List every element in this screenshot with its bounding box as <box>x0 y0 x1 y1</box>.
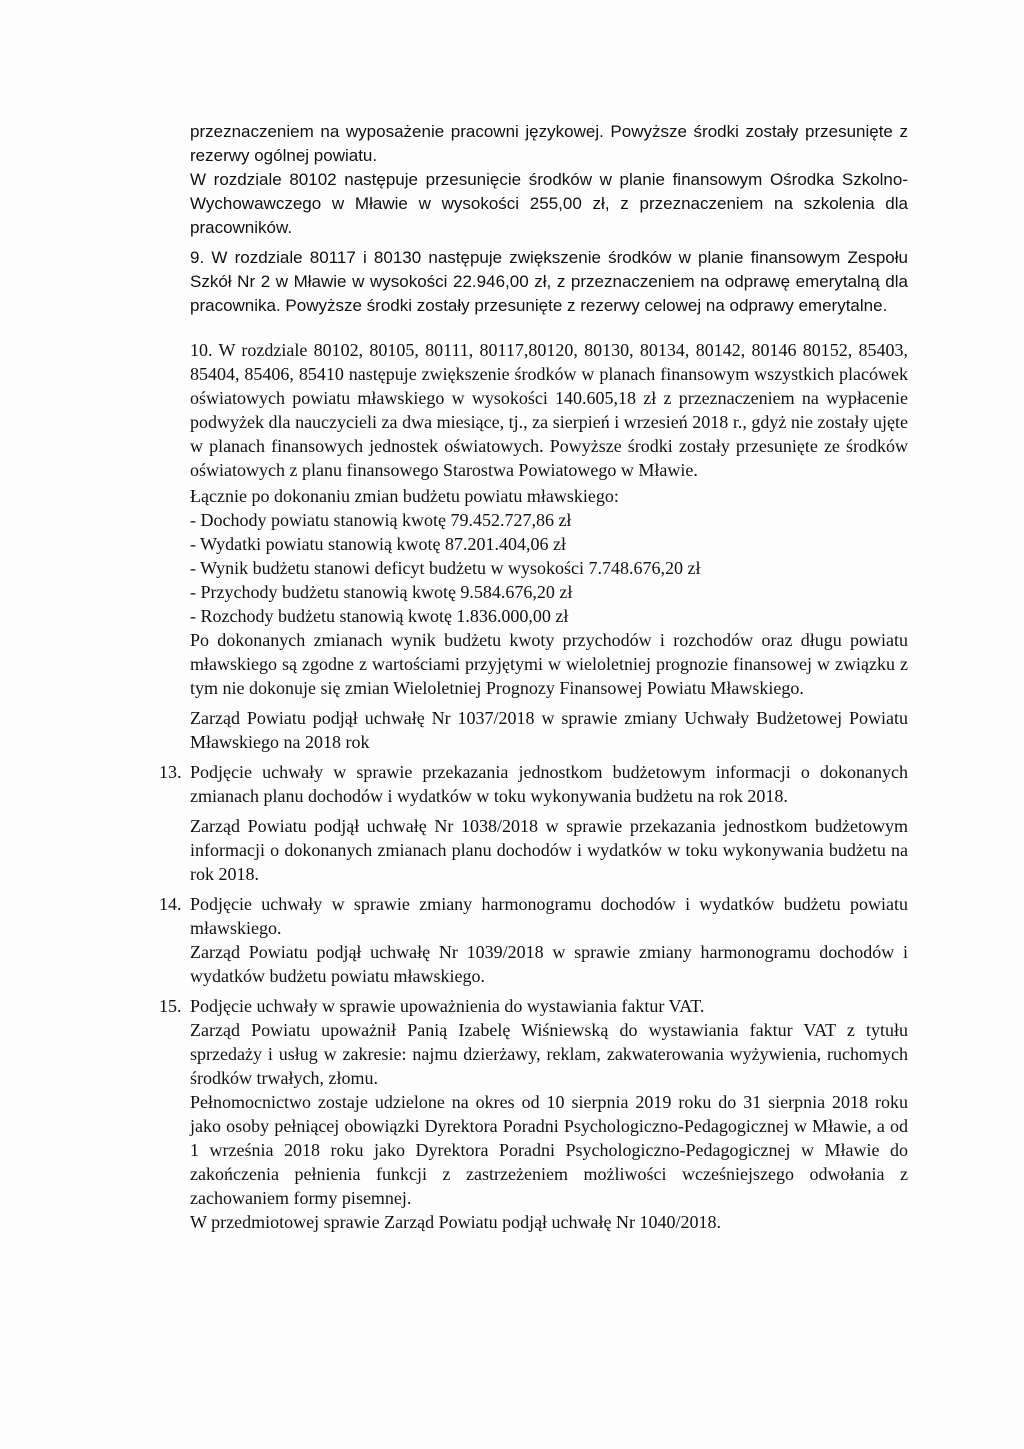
summary-line-expenses: - Wydatki powiatu stanowią kwotę 87.201.404,06 zł <box>190 534 567 554</box>
item-13-title: Podjęcie uchwały w sprawie przekazania jednostkom budżetowym informacji o dokonanych zmianach planu dochodów i wydatków w toku wykonywania budżetu na rok 2018. <box>190 762 908 806</box>
main-section <box>159 338 908 1234</box>
paragraph-after-summary: Po dokonanych zmianach wynik budżetu kwoty przychodów i rozchodów oraz długu powiatu mławskiego są zgodne z wartościami przyjętymi w wieloletniej prognozie finansowej w związku z tym nie dokonuje się zmian Wieloletniej Prognozy Finansowej Powiatu Mławskiego. <box>190 630 908 698</box>
item-10: 10. W rozdziale 80102, 80105, 80111, 80117,80120, 80130, 80134, 80142, 80146 80152, 85403, 85404, 85406, 85410 następuje zwiększenie środków w planach finansowym wszystkich placówek oświatowych powiatu mławskiego w wysokości 140.605,18 zł z przeznaczeniem na wypłacenie podwyżek dla nauczycieli za dwa miesiące, tj., za sierpień i wrzesień 2018 r., gdyż nie zostały ujęte w planach finansowych jednostek oświatowych. Powyższe środki zostały przesunięte ze środków oświatowych z planu finansowego Starostwa Powiatowego w Mławie. <box>190 340 908 480</box>
item-13 <box>159 760 908 886</box>
top-section <box>190 120 908 318</box>
item-15 <box>159 994 908 1234</box>
item-14-body: Zarząd Powiatu podjął uchwałę Nr 1039/2018 w sprawie zmiany harmonogramu dochodów i wydatków budżetu powiatu mławskiego. <box>190 942 908 986</box>
paragraph-80102: W rozdziale 80102 następuje przesunięcie środków w planie finansowym Ośrodka Szkolno-Wychowawczego w Mławie w wysokości 255,00 zł, z przeznaczeniem na szkolenia dla pracowników. <box>190 170 908 237</box>
item-14 <box>159 892 908 988</box>
summary-line-revenues: - Przychody budżetu stanowią kwotę 9.584.676,20 zł <box>190 582 573 602</box>
summary-intro: Łącznie po dokonaniu zmian budżetu powiatu mławskiego: <box>190 486 619 506</box>
paragraph-language-lab: przeznaczeniem na wyposażenie pracowni językowej. Powyższe środki zostały przesunięte z rezerwy ogólnej powiatu. <box>190 122 908 165</box>
summary-line-deficit: - Wynik budżetu stanowi deficyt budżetu w wysokości 7.748.676,20 zł <box>190 558 701 578</box>
summary-line-outflows: - Rozchody budżetu stanowią kwotę 1.836.000,00 zł <box>190 606 569 626</box>
item-13-body: Zarząd Powiatu podjął uchwałę Nr 1038/2018 w sprawie przekazania jednostkom budżetowym informacji o dokonanych zmianach planu dochodów i wydatków w toku wykonywania budżetu na rok 2018. <box>190 816 908 884</box>
item-15-title: Podjęcie uchwały w sprawie upoważnienia do wystawiania faktur VAT. <box>190 996 705 1016</box>
resolution-1037: Zarząd Powiatu podjął uchwałę Nr 1037/2018 w sprawie zmiany Uchwały Budżetowej Powiatu Mławskiego na 2018 rok <box>190 708 908 752</box>
summary-line-income: - Dochody powiatu stanowią kwotę 79.452.727,86 zł <box>190 510 572 530</box>
item-15-power-of-attorney: Pełnomocnictwo zostaje udzielone na okres od 10 sierpnia 2019 roku do 31 sierpnia 2018 roku jako osoby pełniącej obowiązki Dyrektora Poradni Psychologiczno-Pedagogicznej w Mławie, a od 1 września 2018 roku jako Dyrektora Poradni Psychologiczno-Pedagogicznej w Mławie do zakończenia pełnienia funkcji z zastrzeżeniem możliwości wcześniejszego odwołania z zachowaniem formy pisemnej. <box>190 1092 908 1208</box>
item-15-number: 15. <box>159 996 182 1016</box>
item-14-title: Podjęcie uchwały w sprawie zmiany harmonogramu dochodów i wydatków budżetu powiatu mławskiego. <box>190 894 908 938</box>
item-15-authorization: Zarząd Powiatu upoważnił Panią Izabelę Wiśniewską do wystawiania faktur VAT z tytułu sprzedaży i usług w zakresie: najmu dzierżawy, reklam, zakwaterowania wyżywienia, ruchomych środków trwałych, złomu. <box>190 1020 908 1088</box>
item-13-number: 13. <box>159 762 182 782</box>
item-15-resolution: W przedmiotowej sprawie Zarząd Powiatu podjął uchwałę Nr 1040/2018. <box>190 1212 722 1232</box>
item-14-number: 14. <box>159 894 182 914</box>
item-9: 9. W rozdziale 80117 i 80130 następuje zwiększenie środków w planie finansowym Zespołu Szkół Nr 2 w Mławie w wysokości 22.946,00 zł, z przeznaczeniem na odprawę emerytalną dla pracownika. Powyższe środki zostały przesunięte z rezerwy celowej na odprawy emerytalne. <box>190 248 908 315</box>
